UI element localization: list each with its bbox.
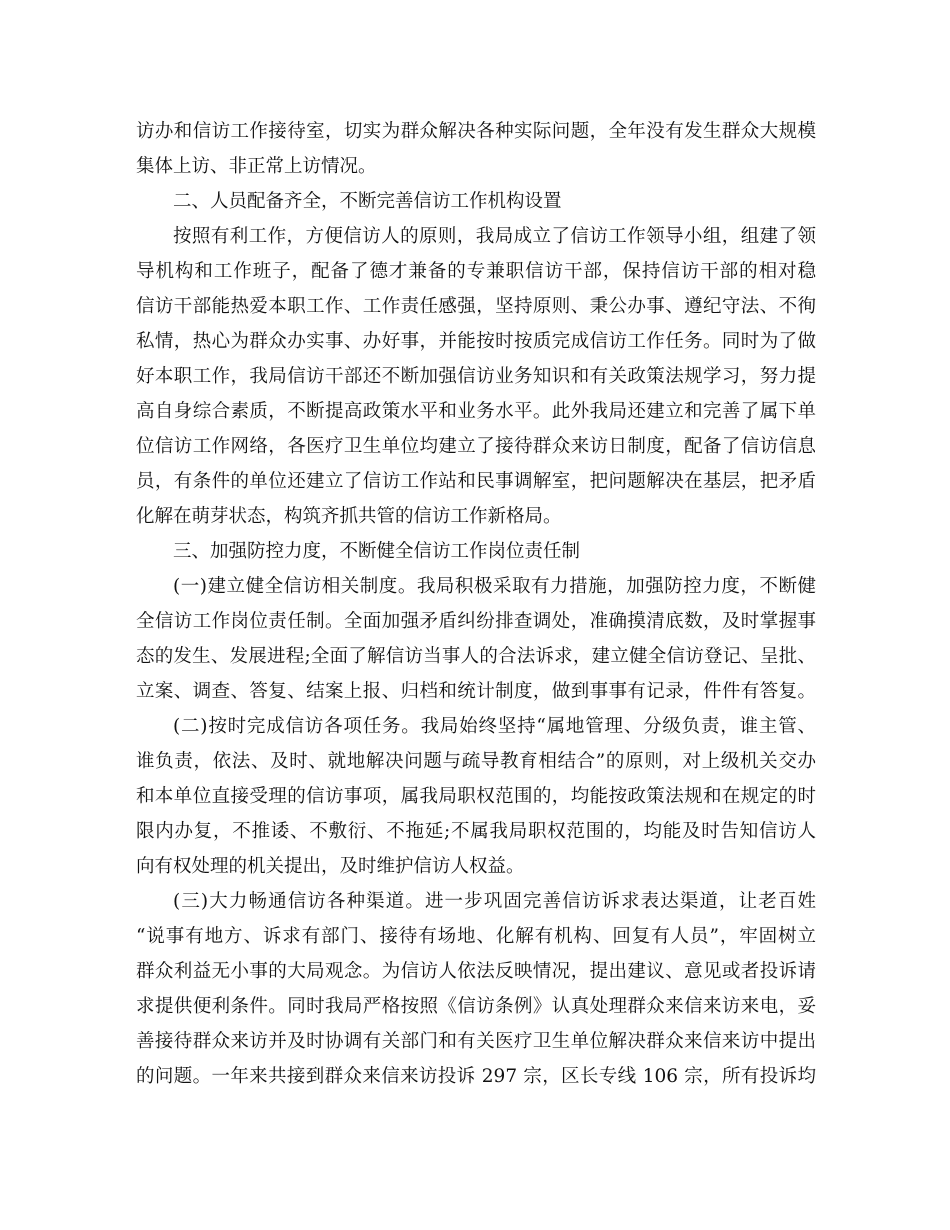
text-line: 集体上访、非正常上访情况。 bbox=[136, 156, 377, 177]
text-line: “说事有地方、诉求有部门、接待有场地、化解有机构、回复有人员”，牢固树立 bbox=[136, 926, 816, 947]
text-line: 谁负责，依法、及时、就地解决问题与疏导教育相结合”的原则，对上级机关交办 bbox=[136, 751, 816, 772]
text-line: 二、人员配备齐全，不断完善信访工作机构设置 bbox=[173, 191, 562, 212]
text-line: 信访干部能热爱本职工作、工作责任感强，坚持原则、秉公办事、遵纪守法、不徇 bbox=[136, 296, 816, 317]
document-page bbox=[136, 114, 816, 1094]
text-line: 员，有条件的单位还建立了信访工作站和民事调解室，把问题解决在基层，把矛盾 bbox=[136, 471, 816, 492]
text-line: (一)建立健全信访相关制度。我局积极采取有力措施，加强防控力度，不断健 bbox=[173, 576, 816, 597]
text-line: 好本职工作，我局信访干部还不断加强信访业务知识和有关政策法规学习，努力提 bbox=[136, 366, 816, 387]
text-line: 的问题。一年来共接到群众来信来访投诉 297 宗，区长专线 106 宗，所有投诉均 bbox=[136, 1066, 816, 1087]
text-line: 善接待群众来访并及时协调有关部门和有关医疗卫生单位解决群众来信来访中提出 bbox=[136, 1031, 816, 1052]
text-line: 化解在萌芽状态，构筑齐抓共管的信访工作新格局。 bbox=[136, 506, 562, 527]
text-line: 访办和信访工作接待室，切实为群众解决各种实际问题，全年没有发生群众大规模 bbox=[136, 121, 816, 142]
text-line: (二)按时完成信访各项任务。我局始终坚持“属地管理、分级负责，谁主管、 bbox=[173, 716, 816, 737]
text-line: 群众利益无小事的大局观念。为信访人依法反映情况，提出建议、意见或者投诉请 bbox=[136, 961, 816, 982]
text-line: (三)大力畅通信访各种渠道。进一步巩固完善信访诉求表达渠道，让老百姓 bbox=[173, 891, 816, 912]
text-line: 三、加强防控力度，不断健全信访工作岗位责任制 bbox=[173, 541, 581, 562]
text-line: 导机构和工作班子，配备了德才兼备的专兼职信访干部，保持信访干部的相对稳 bbox=[136, 261, 816, 282]
text-line: 位信访工作网络，各医疗卫生单位均建立了接待群众来访日制度，配备了信访信息 bbox=[136, 436, 816, 457]
text-line: 和本单位直接受理的信访事项，属我局职权范围的，均能按政策法规和在规定的时 bbox=[136, 786, 816, 807]
text-line: 求提供便利条件。同时我局严格按照《信访条例》认真处理群众来信来访来电，妥 bbox=[136, 996, 816, 1017]
text-line: 按照有利工作，方便信访人的原则，我局成立了信访工作领导小组，组建了领 bbox=[173, 226, 816, 247]
text-line: 立案、调查、答复、结案上报、归档和统计制度，做到事事有记录，件件有答复。 bbox=[136, 681, 816, 702]
text-line: 向有权处理的机关提出，及时维护信访人权益。 bbox=[136, 856, 525, 877]
text-line: 私情，热心为群众办实事、办好事，并能按时按质完成信访工作任务。同时为了做 bbox=[136, 331, 816, 352]
text-line: 态的发生、发展进程;全面了解信访当事人的合法诉求，建立健全信访登记、呈批、 bbox=[136, 646, 816, 667]
text-line: 全信访工作岗位责任制。全面加强矛盾纠纷排查调处，准确摸清底数，及时掌握事 bbox=[136, 611, 816, 632]
text-line: 限内办复，不推诿、不敷衍、不拖延;不属我局职权范围的，均能及时告知信访人 bbox=[136, 821, 816, 842]
text-line: 高自身综合素质，不断提高政策水平和业务水平。此外我局还建立和完善了属下单 bbox=[136, 401, 816, 422]
